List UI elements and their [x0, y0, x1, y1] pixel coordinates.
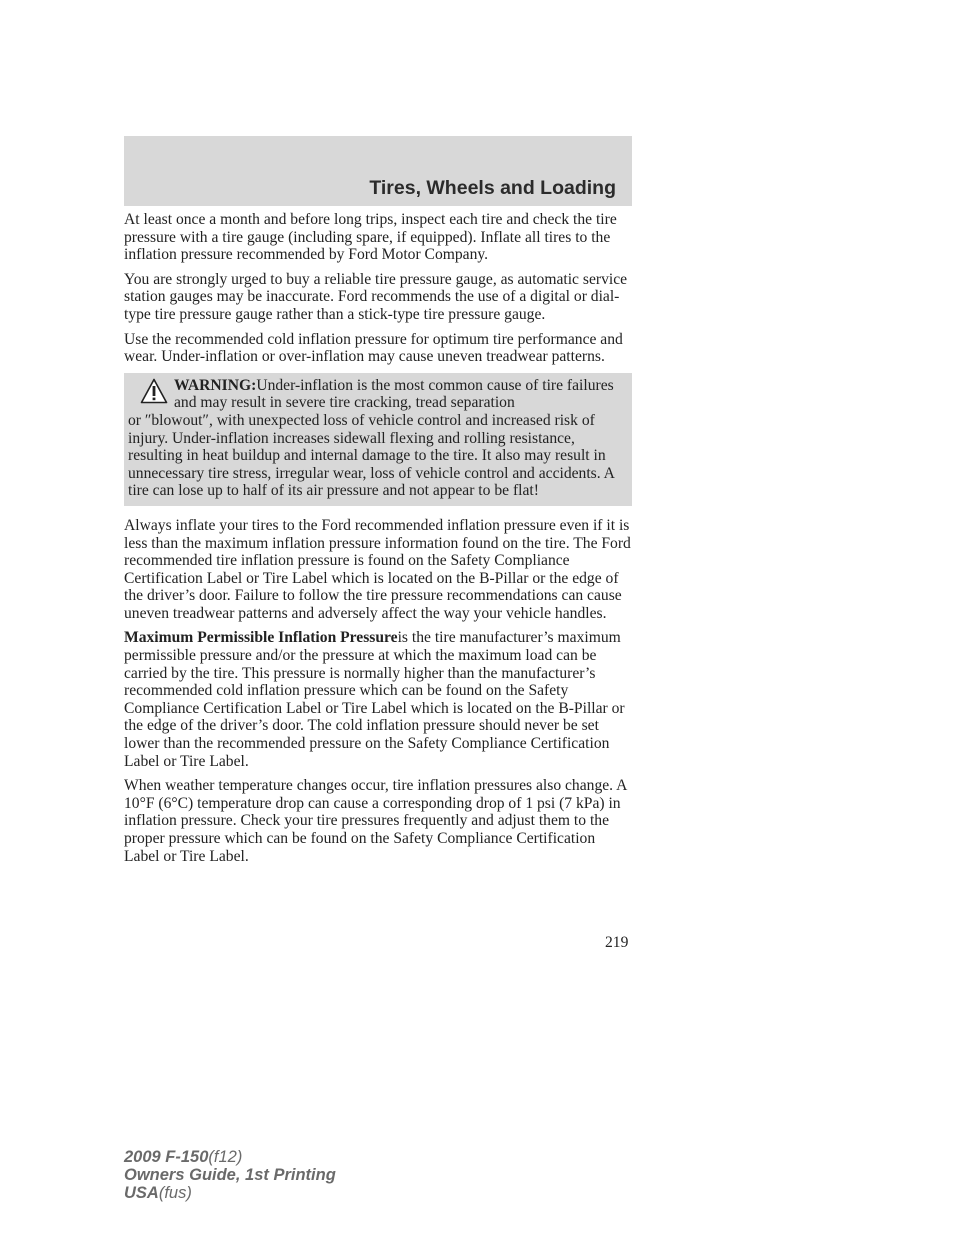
warning-text-start: Under-inflation is the most common cause of tire failures and may result in severe tire cracking, tread separation: [174, 376, 614, 412]
footer-edition: Owners Guide, 1st Printing: [124, 1166, 336, 1184]
paragraph-cold-inflation: Use the recommended cold inflation pressure for optimum tire performance and wear. Under-inflation or over-inflation may cause uneven treadwear patterns.: [124, 330, 623, 366]
warning-triangle-icon: [140, 378, 168, 404]
warning-label: WARNING:: [174, 376, 257, 394]
warning-text-rest: or ″blowout″, with unexpected loss of vehicle control and increased risk of injury. Under-inflation increases sidewall flexing and rolling resistance, resulting in heat buildup and internal damage to the tire. It also may result in unnecessary tire stress, irregular wear, loss of vehicle control and accidents. A tire can lose up to half of its air pressure and not appear to be flat!: [128, 411, 615, 500]
footer-line-market: [124, 1184, 336, 1202]
section-header-band: [124, 136, 632, 206]
page-number: 219: [605, 934, 629, 951]
footer-line-edition: [124, 1166, 336, 1184]
paragraph-temperature: When weather temperature changes occur, tire inflation pressures also change. A 10°F (6°C) temperature drop can cause a corresponding drop of 1 psi (7 kPa) in inflation pressure. Check your tire pressures frequently and adjust them to the proper pressure which can be found on the Safety Compliance Certification Label or Tire Label.: [124, 777, 627, 865]
footer-model-code: (f12): [208, 1148, 243, 1166]
paragraph-max-pressure: [124, 629, 632, 770]
footer-line-model: [124, 1148, 336, 1166]
section-title: Tires, Wheels and Loading: [369, 177, 616, 199]
footer-market-code: (fus): [158, 1184, 192, 1202]
warning-box: [124, 373, 632, 506]
warning-first-lines: [128, 377, 628, 412]
term-max-permissible-pressure: Maximum Permissible Inflation Pressure: [124, 629, 398, 647]
paragraph-gauge: You are strongly urged to buy a reliable tire pressure gauge, as automatic service station gauges may be inaccurate. Ford recommends the use of a digital or dial-type tire pressure gauge rather than a stick-type tire pressure gauge.: [124, 270, 628, 323]
footer-model: 2009 F-150: [124, 1148, 209, 1166]
paragraph-always-inflate: Always inflate your tires to the Ford recommended inflation pressure even if it is less than the maximum inflation pressure information found on the tire. The Ford recommended tire inflation pressure is found on the Safety Compliance Certification Label or Tire Label which is located on the B-Pillar or the edge of the driver’s door. Failure to follow the tire pressure recommendations can cause uneven treadwear patterns and adversely affect the way your vehicle handles.: [124, 516, 631, 622]
paragraph-inspection: At least once a month and before long trips, inspect each tire and check the tire pressure with a tire gauge (including spare, if equipped). Inflate all tires to the inflation pressure recommended by Ford Motor Company.: [124, 211, 617, 264]
paragraph-max-pressure-text: is the tire manufacturer’s maximum permissible pressure and/or the pressure at which the maximum load can be carried by the tire. This pressure is normally higher than the manufacturer’s recommended cold inflation pressure which can be found on the Safety Compliance Certification Label or Tire Label which is located on the B-Pillar or the edge of the driver’s door. The cold inflation pressure should never be set lower than the recommended pressure on the Safety Compliance Certification Label or Tire Label.: [124, 629, 625, 770]
page-content: [124, 211, 632, 872]
document-footer: [124, 1148, 336, 1202]
footer-market: USA: [124, 1184, 159, 1202]
